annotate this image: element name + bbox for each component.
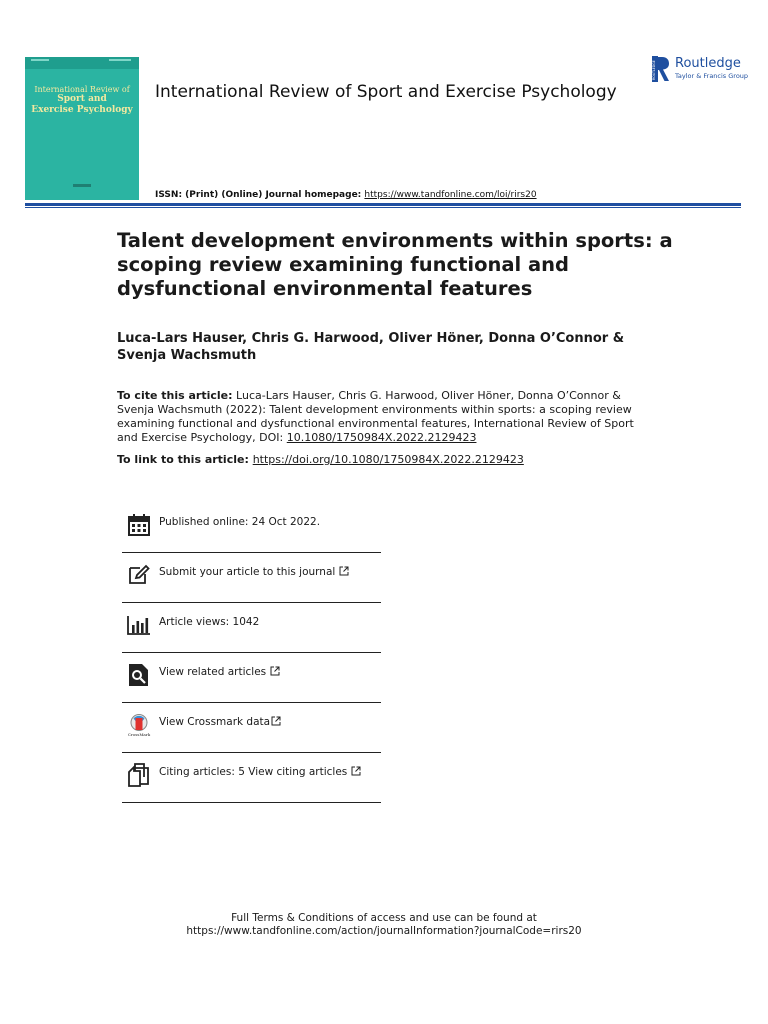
submit-article-text: Submit your article to this journal — [159, 566, 336, 578]
related-articles-link[interactable] — [159, 666, 280, 678]
citing-articles-row[interactable] — [122, 753, 381, 803]
crossmark-icon — [127, 713, 151, 737]
link-label: To link to this article: — [117, 453, 253, 466]
cover-publisher-mark — [73, 184, 91, 187]
article-doi-link[interactable]: https://doi.org/10.1080/1750984X.2022.2129423 — [252, 453, 524, 466]
crossmark-row[interactable] — [122, 703, 381, 753]
article-title: Talent development environments within sports: a scoping review examining functional and dysfunctional environmental features — [117, 229, 673, 300]
external-link-icon — [270, 666, 280, 676]
cite-text: Luca-Lars Hauser, Chris G. Harwood, Oliver Höner, Donna O’Connor & Svenja Wachsmuth (2022): Talent development environments within sports: a scoping review examining functional and dysfunctional environmental features, International Review of Sport and Exercise Psychology, DOI: — [117, 389, 634, 444]
citing-icon — [127, 763, 151, 787]
citing-articles-text: Citing articles: 5 View citing articles — [159, 766, 348, 778]
terms-text: Full Terms & Conditions of access and use can be found at — [231, 912, 537, 924]
issn-line — [155, 190, 537, 200]
cover-title-line2: Sport and — [57, 94, 107, 104]
publisher-name: Routledge — [675, 56, 741, 71]
cover-title-line1: International Review of — [34, 85, 130, 94]
journal-cover[interactable] — [25, 57, 139, 200]
cover-title-block — [29, 83, 135, 129]
header-divider-thin — [25, 207, 741, 208]
citing-articles-link[interactable] — [159, 766, 361, 778]
terms-footer — [0, 912, 768, 938]
publisher-group: Taylor & Francis Group — [675, 72, 749, 80]
external-link-icon — [271, 716, 281, 726]
routledge-logo-icon — [652, 56, 670, 82]
magnifier-icon — [127, 663, 151, 687]
article-link-line — [117, 453, 524, 466]
crossmark-link[interactable] — [159, 716, 281, 728]
cover-title-line3: Exercise Psychology — [31, 105, 133, 115]
article-views-text: Article views: 1042 — [159, 616, 260, 628]
crossmark-text: View Crossmark data — [159, 716, 271, 728]
related-articles-row[interactable] — [122, 653, 381, 703]
crossmark-label: CrossMark — [127, 732, 151, 737]
submit-article-row[interactable] — [122, 553, 381, 603]
calendar-icon — [127, 513, 151, 537]
journal-title[interactable]: International Review of Sport and Exercise Psychology — [155, 82, 617, 102]
related-articles-text: View related articles — [159, 666, 267, 678]
citation-block — [117, 389, 657, 445]
cite-doi-link[interactable]: 10.1080/1750984X.2022.2129423 — [286, 431, 477, 444]
published-online-text: Published online: 24 Oct 2022. — [159, 516, 321, 528]
pencil-icon — [127, 563, 151, 587]
header-divider — [25, 203, 741, 206]
submit-article-link[interactable] — [159, 566, 349, 578]
publisher-logo[interactable] — [652, 56, 752, 84]
terms-url[interactable]: https://www.tandfonline.com/action/journalInformation?journalCode=rirs20 — [186, 925, 582, 937]
published-online-row — [122, 503, 381, 553]
cite-label: To cite this article: — [117, 389, 233, 402]
article-info-list — [122, 503, 381, 803]
external-link-icon — [351, 766, 361, 776]
external-link-icon — [339, 566, 349, 576]
journal-homepage-link[interactable]: https://www.tandfonline.com/loi/rirs20 — [364, 190, 537, 200]
issn-label: ISSN: (Print) (Online) Journal homepage: — [155, 190, 365, 200]
article-views-row — [122, 603, 381, 653]
bar-chart-icon — [127, 613, 151, 637]
cover-header-strip — [25, 57, 139, 69]
article-authors: Luca-Lars Hauser, Chris G. Harwood, Oliver Höner, Donna O’Connor & Svenja Wachsmuth — [117, 331, 625, 363]
publisher-spine-text: ROUTLEDGE — [652, 60, 656, 80]
